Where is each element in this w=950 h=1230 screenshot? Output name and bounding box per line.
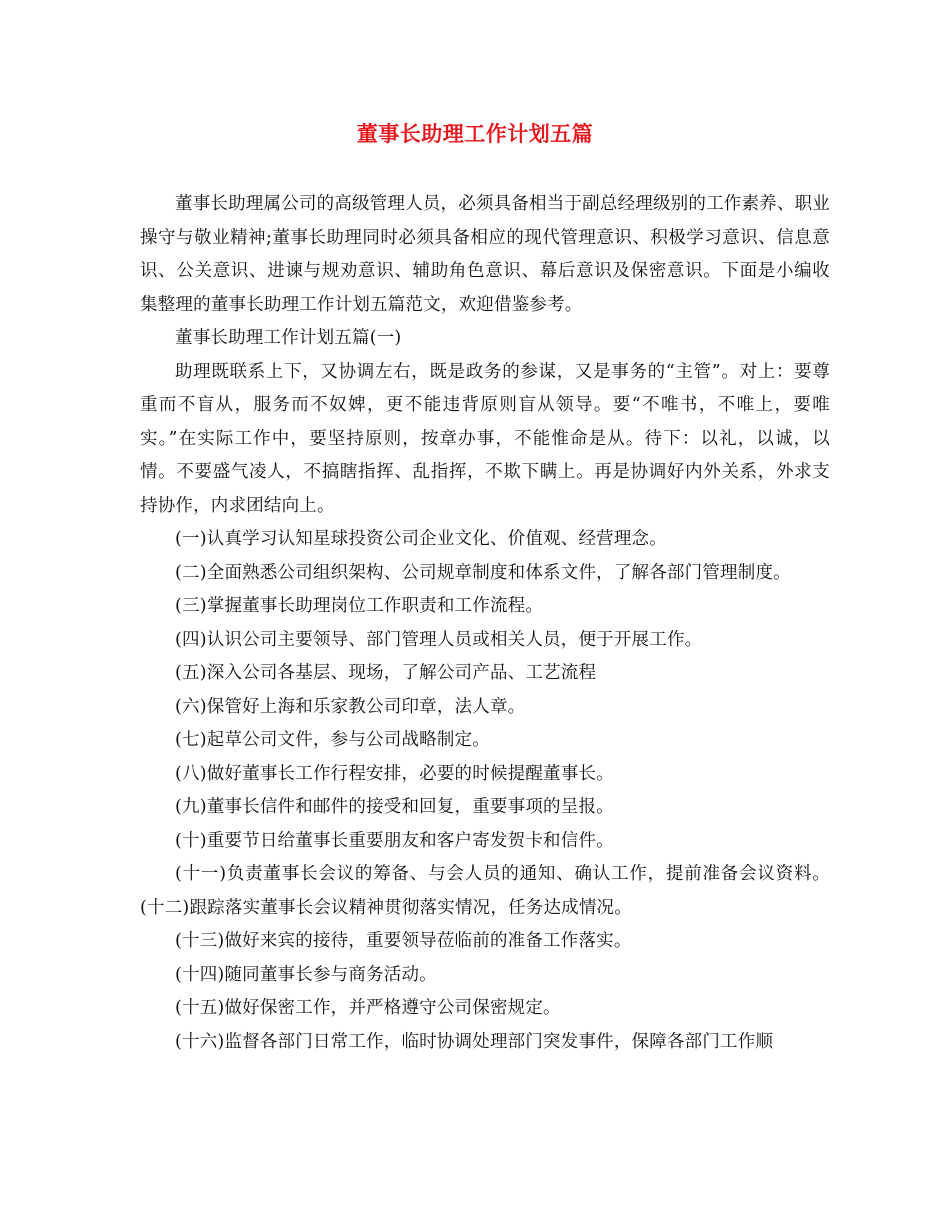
list-item: (十)重要节日给董事长重要朋友和客户寄发贺卡和信件。 <box>175 830 614 851</box>
section-heading: 董事长助理工作计划五篇(一) <box>175 328 402 348</box>
list-item: (四)认识公司主要领导、部门管理人员或相关人员，便于开展工作。 <box>175 629 703 650</box>
document-title: 董事长助理工作计划五篇 <box>356 121 594 146</box>
list-item: (十六)监督各部门日常工作，临时协调处理部门突发事件，保障各部门工作顺 <box>175 1031 774 1052</box>
list-item: (七)起草公司文件，参与公司战略制定。 <box>175 730 490 750</box>
list-item: (一)认真学习认知星球投资公司企业文化、价值观、经营理念。 <box>175 529 667 549</box>
list-item: (二)全面熟悉公司组织架构、公司规章制度和体系文件，了解各部门管理制度。 <box>175 562 791 583</box>
list-item: (十五)做好保密工作，并严格遵守公司保密规定。 <box>175 998 561 1018</box>
list-item: (八)做好董事长工作行程安排，必要的时候提醒董事长。 <box>175 763 614 784</box>
intro-paragraph: 董事长助理属公司的高级管理人员，必须具备相当于副总经理级别的工作素养、职业操守与敬业精神;董事长助理同时必须具备相应的现代管理意识、积极学习意识、信息意识、公关意识、进谏与规劝意识、辅助角色意识、幕后意识及保密意识。下面是小编收集整理的董事长助理工作计划五篇范文，欢迎借鉴参考。 <box>140 194 830 315</box>
list-item: (六)保管好上海和乐家教公司印章，法人章。 <box>175 696 526 717</box>
list-item: (十一)负责董事长会议的筹备、与会人员的通知、确认工作，提前准备会议资料。(十二)跟踪落实董事长会议精神贯彻落实情况，任务达成情况。 <box>140 864 830 918</box>
body-paragraph: 助理既联系上下，又协调左右，既是政务的参谋，又是事务的“主管”。对上：要尊重而不盲从，服务而不奴婢，更不能违背原则盲从领导。要“不唯书，不唯上，要唯实。”在实际工作中，要坚持原则，按章办事，不能惟命是从。待下：以礼，以诚，以情。不要盛气凌人，不搞瞎指挥、乱指挥，不欺下瞒上。再是协调好内外关系，外求支持协作，内求团结向上。 <box>140 361 830 516</box>
list-item: (三)掌握董事长助理岗位工作职责和工作流程。 <box>175 596 544 616</box>
list-item: (十四)随同董事长参与商务活动。 <box>175 964 437 985</box>
document-body <box>140 188 830 1059</box>
list-item: (十三)做好来宾的接待，重要领导莅临前的准备工作落实。 <box>175 931 632 951</box>
list-item: (九)董事长信件和邮件的接受和回复，重要事项的呈报。 <box>175 797 614 817</box>
list-item: (五)深入公司各基层、现场，了解公司产品、工艺流程 <box>175 663 597 683</box>
